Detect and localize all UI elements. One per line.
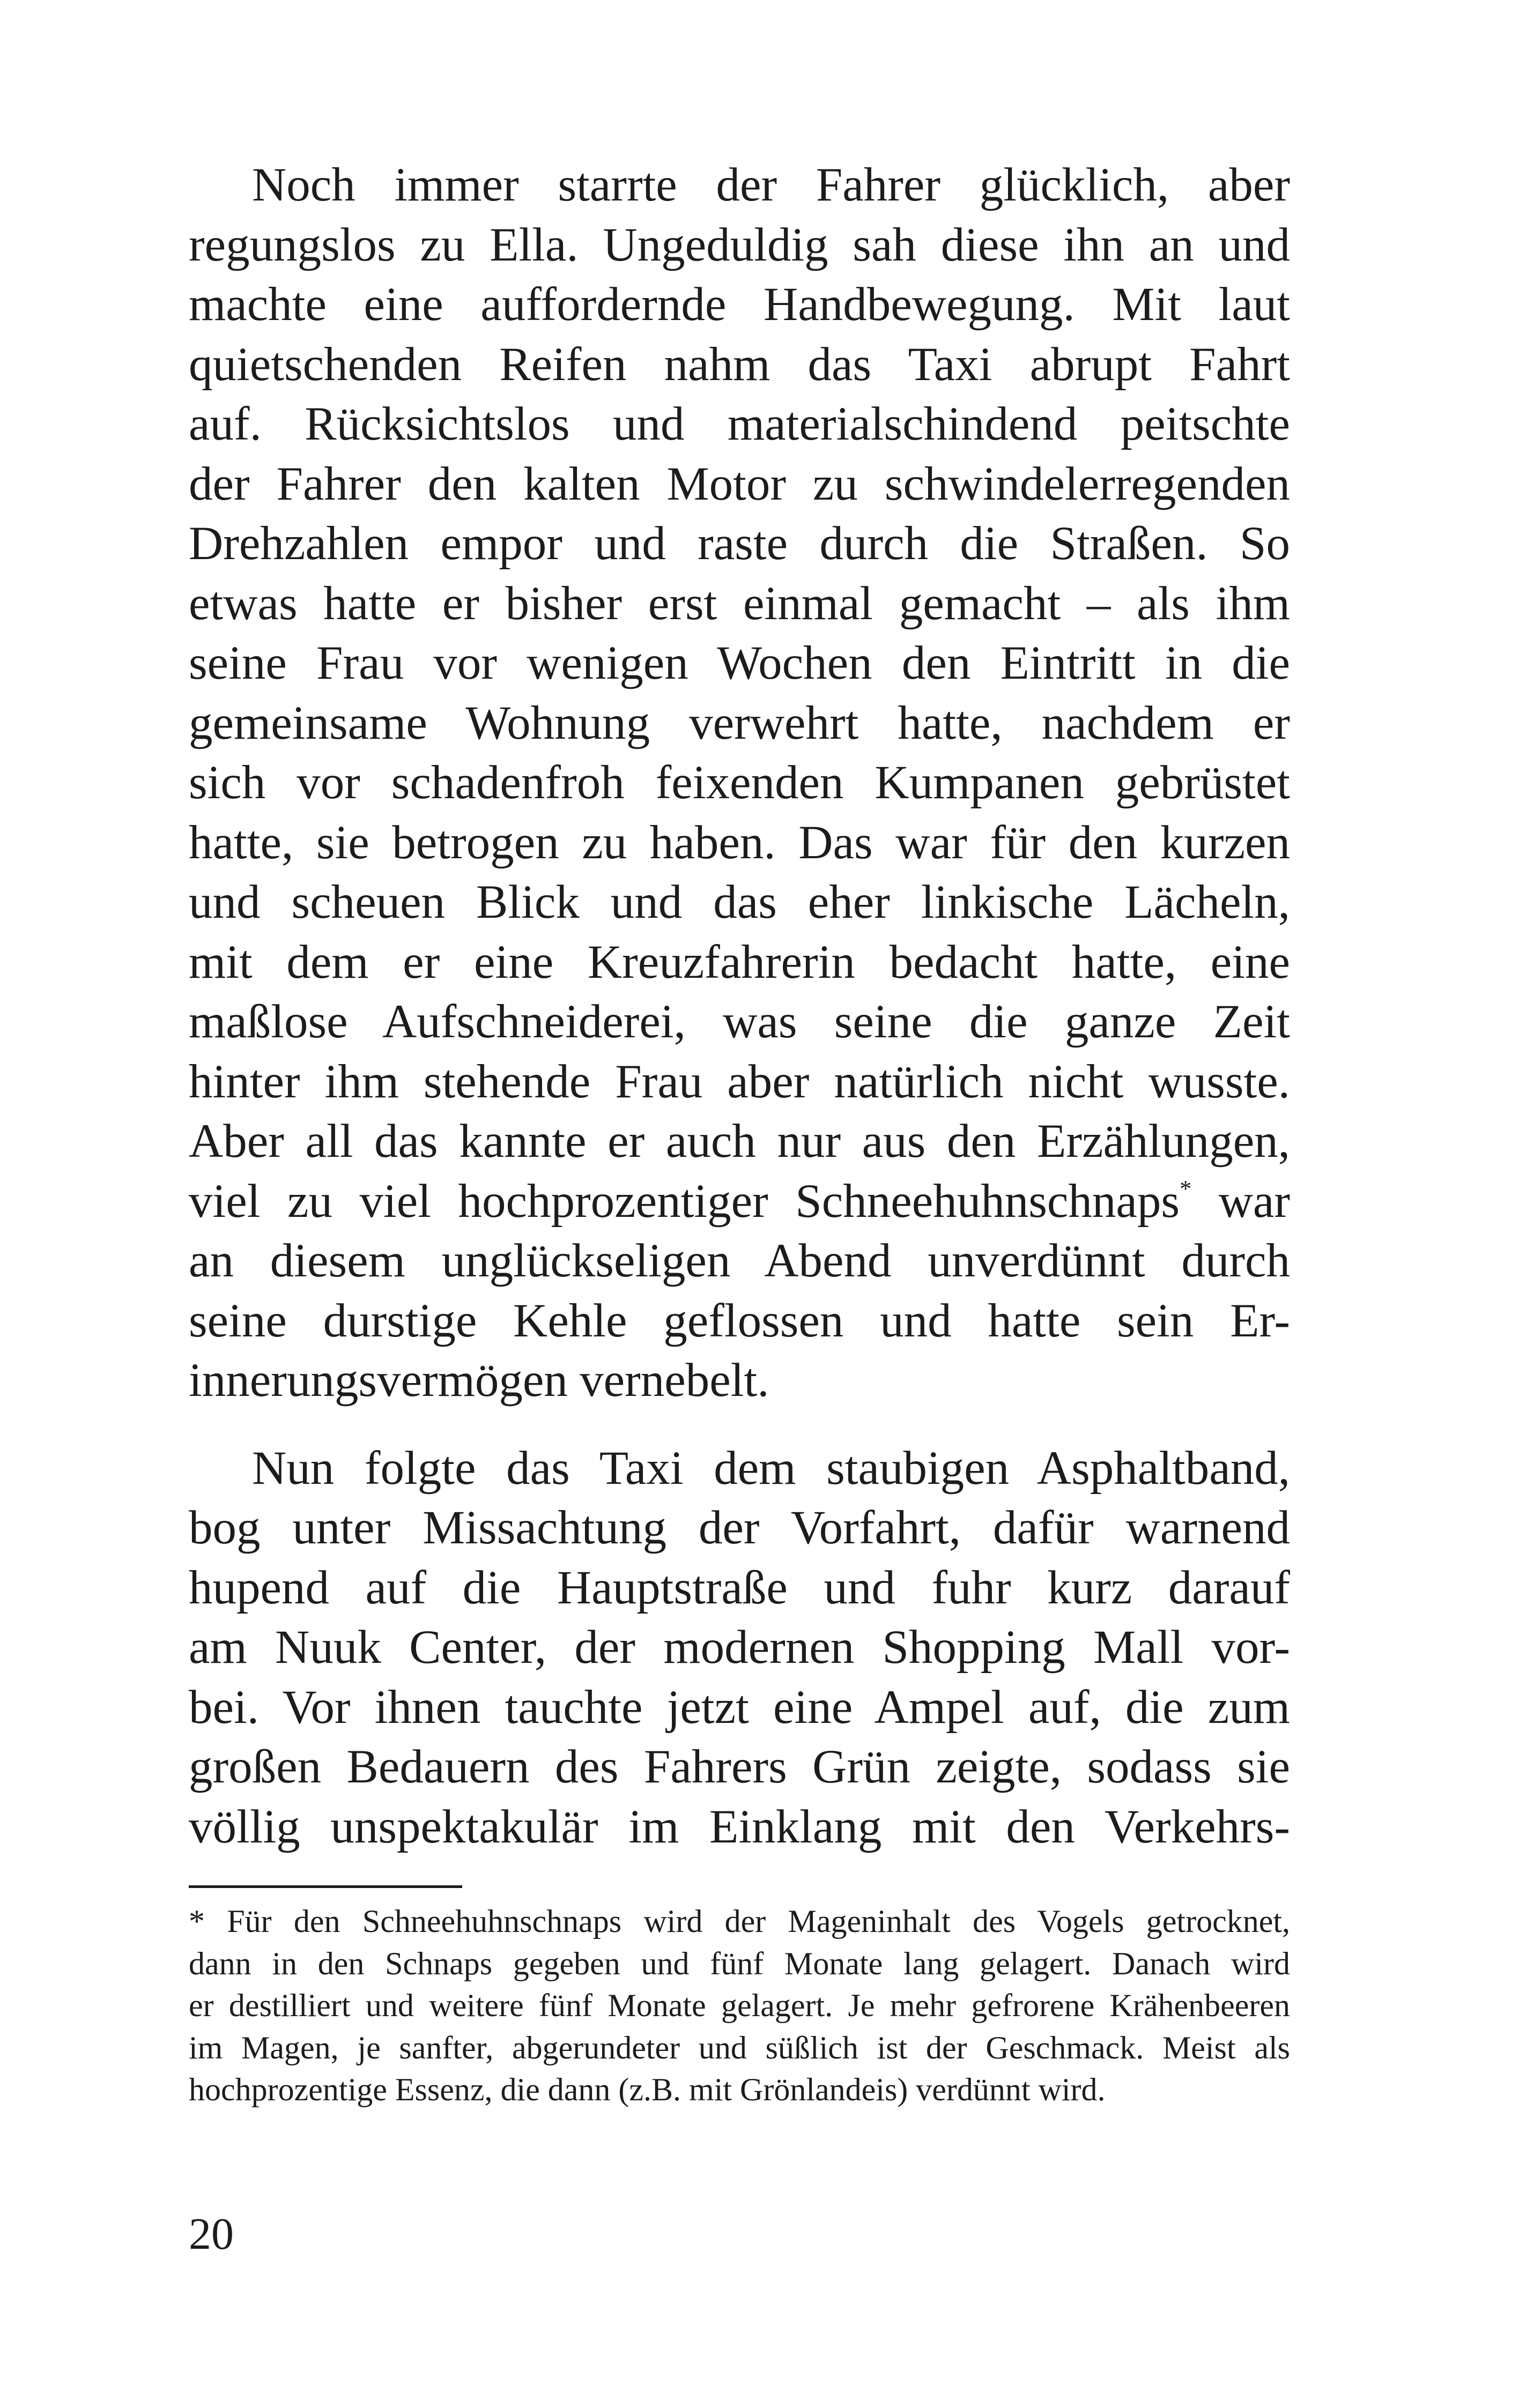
text-line: bei. Vor ihnen tauchte jetzt eine Ampel auf, die zum	[189, 1681, 1290, 1734]
text-line: bog unter Missachtung der Vorfahrt, dafür warnend	[189, 1502, 1290, 1554]
text-line: seine Frau vor wenigen Wochen den Eintritt in die	[189, 637, 1290, 689]
text-line: sich vor schadenfroh feixenden Kumpanen gebrüstet	[189, 756, 1290, 809]
text-line: Nun folgte das Taxi dem staubigen Asphaltband,	[252, 1441, 1290, 1495]
paragraph-2	[189, 1439, 1290, 1857]
text-line: Aber all das kannte er auch nur aus den Erzählungen,	[189, 1115, 1290, 1168]
paragraph-1	[189, 155, 1290, 1411]
text-line: gemeinsame Wohnung verwehrt hatte, nachdem er	[189, 696, 1290, 749]
text-segment: viel zu viel hochprozentiger Schneehuhnschnaps	[189, 1175, 1180, 1228]
text-line: etwas hatte er bisher erst einmal gemacht – als ihm	[189, 577, 1290, 630]
text-line: maßlose Aufschneiderei, was seine die ganze Zeit	[189, 995, 1290, 1048]
footnote-line: dann in den Schnaps gegeben und fünf Monate lang gelagert. Danach wird	[189, 1945, 1290, 1981]
text-line-with-footnote-ref	[189, 1172, 1290, 1232]
footnote-line: * Für den Schneehuhnschnaps wird der Mageninhalt des Vogels getrocknet,	[189, 1904, 1290, 1939]
footnote	[189, 1900, 1290, 2111]
footnote-line: im Magen, je sanfter, abgerundeter und süßlich ist der Geschmack. Meist als	[189, 2030, 1290, 2065]
text-line: auf. Rücksichtslos und materialschindend peitschte	[189, 398, 1290, 450]
text-line: regungslos zu Ella. Ungeduldig sah diese ihn an und	[189, 218, 1290, 271]
text-line: an diesem unglückseligen Abend unverdünnt durch	[189, 1235, 1290, 1287]
footnote-line: hochprozentige Essenz, die dann (z.B. mit Grönlandeis) verdünnt wird.	[189, 2072, 1106, 2107]
text-line: mit dem er eine Kreuzfahrerin bedacht hatte, eine	[189, 935, 1290, 989]
text-line: hupend auf die Hauptstraße und fuhr kurz darauf	[189, 1561, 1290, 1614]
text-line: der Fahrer den kalten Motor zu schwindelerregenden	[189, 457, 1290, 510]
text-line: hatte, sie betrogen zu haben. Das war für den kurzen	[189, 816, 1290, 869]
text-line: großen Bedauern des Fahrers Grün zeigte, sodass sie	[189, 1741, 1290, 1793]
text-line: quietschenden Reifen nahm das Taxi abrupt Fahrt	[189, 338, 1290, 391]
footnote-line: er destilliert und weitere fünf Monate gelagert. Je mehr gefrorene Krähenbeeren	[189, 1988, 1290, 2023]
text-line: und scheuen Blick und das eher linkische Lächeln,	[189, 876, 1290, 928]
text-line: seine durstige Kehle geflossen und hatte sein Er-	[189, 1294, 1290, 1347]
body-text	[189, 155, 1290, 1857]
text-line: Noch immer starrte der Fahrer glücklich, aber	[252, 159, 1290, 211]
text-line: machte eine auffordernde Handbewegung. Mit laut	[189, 278, 1290, 331]
text-line: innerungsvermögen vernebelt.	[189, 1354, 769, 1407]
text-line: hinter ihm stehende Frau aber natürlich nicht wusste.	[189, 1055, 1290, 1108]
text-line: völlig unspektakulär im Einklang mit den Verkehrs-	[189, 1800, 1290, 1853]
footnote-separator	[189, 1885, 462, 1888]
footnote-reference[interactable]: *	[1180, 1175, 1192, 1202]
text-line: Drehzahlen empor und raste durch die Straßen. So	[189, 517, 1290, 570]
text-line: am Nuuk Center, der modernen Shopping Mall vor-	[189, 1621, 1290, 1674]
text-segment: war	[1218, 1175, 1290, 1228]
page-number: 20	[189, 2209, 234, 2259]
